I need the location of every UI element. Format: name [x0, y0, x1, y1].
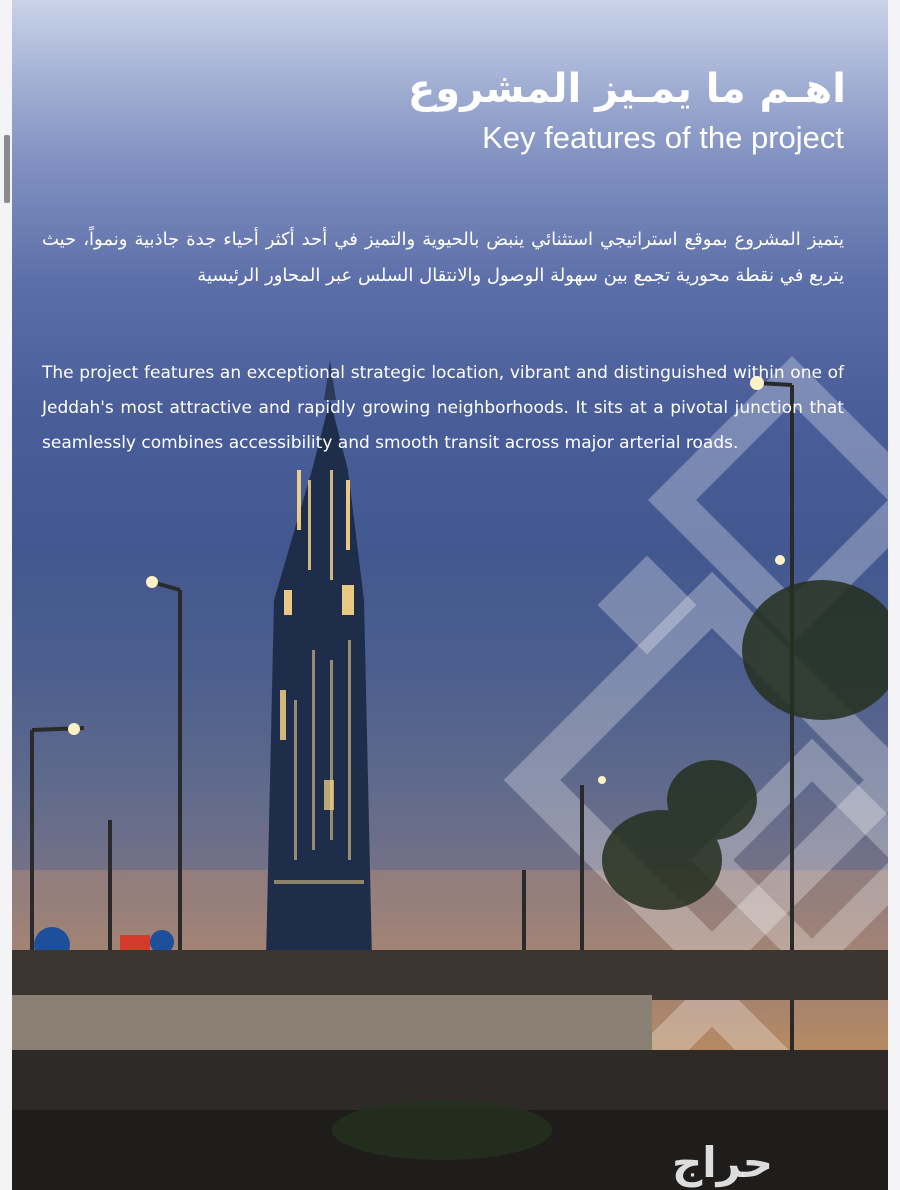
low-buildings: [12, 950, 888, 1000]
decorative-fence: [12, 995, 652, 1050]
scrollbar-thumb[interactable]: [4, 135, 10, 203]
haraj-watermark-logo: حراج: [672, 1138, 774, 1187]
city-tower-photo: [12, 0, 888, 1190]
title-arabic: اهـم ما يمـيز المشروع: [407, 66, 846, 112]
description-english: The project features an exceptional strategic location, vibrant and distinguished within one of Jeddah's most attractive and rapidly growing neighborhoods. It sits at a pivotal junction that seamlessly combines accessibility and smooth transit across major arterial roads.: [42, 363, 844, 453]
title-english: Key features of the project: [482, 120, 844, 155]
description-arabic: يتميز المشروع بموقع استراتيجي استثنائي ينبض بالحيوية والتميز في أحد أكثر أحياء جدة جاذبية ونمواً، حيث يتربع في نقطة محورية تجمع بين سهولة الوصول والانتقال السلس عبر المحاور الرئيسية: [42, 229, 844, 286]
brochure-page: [12, 0, 888, 1190]
